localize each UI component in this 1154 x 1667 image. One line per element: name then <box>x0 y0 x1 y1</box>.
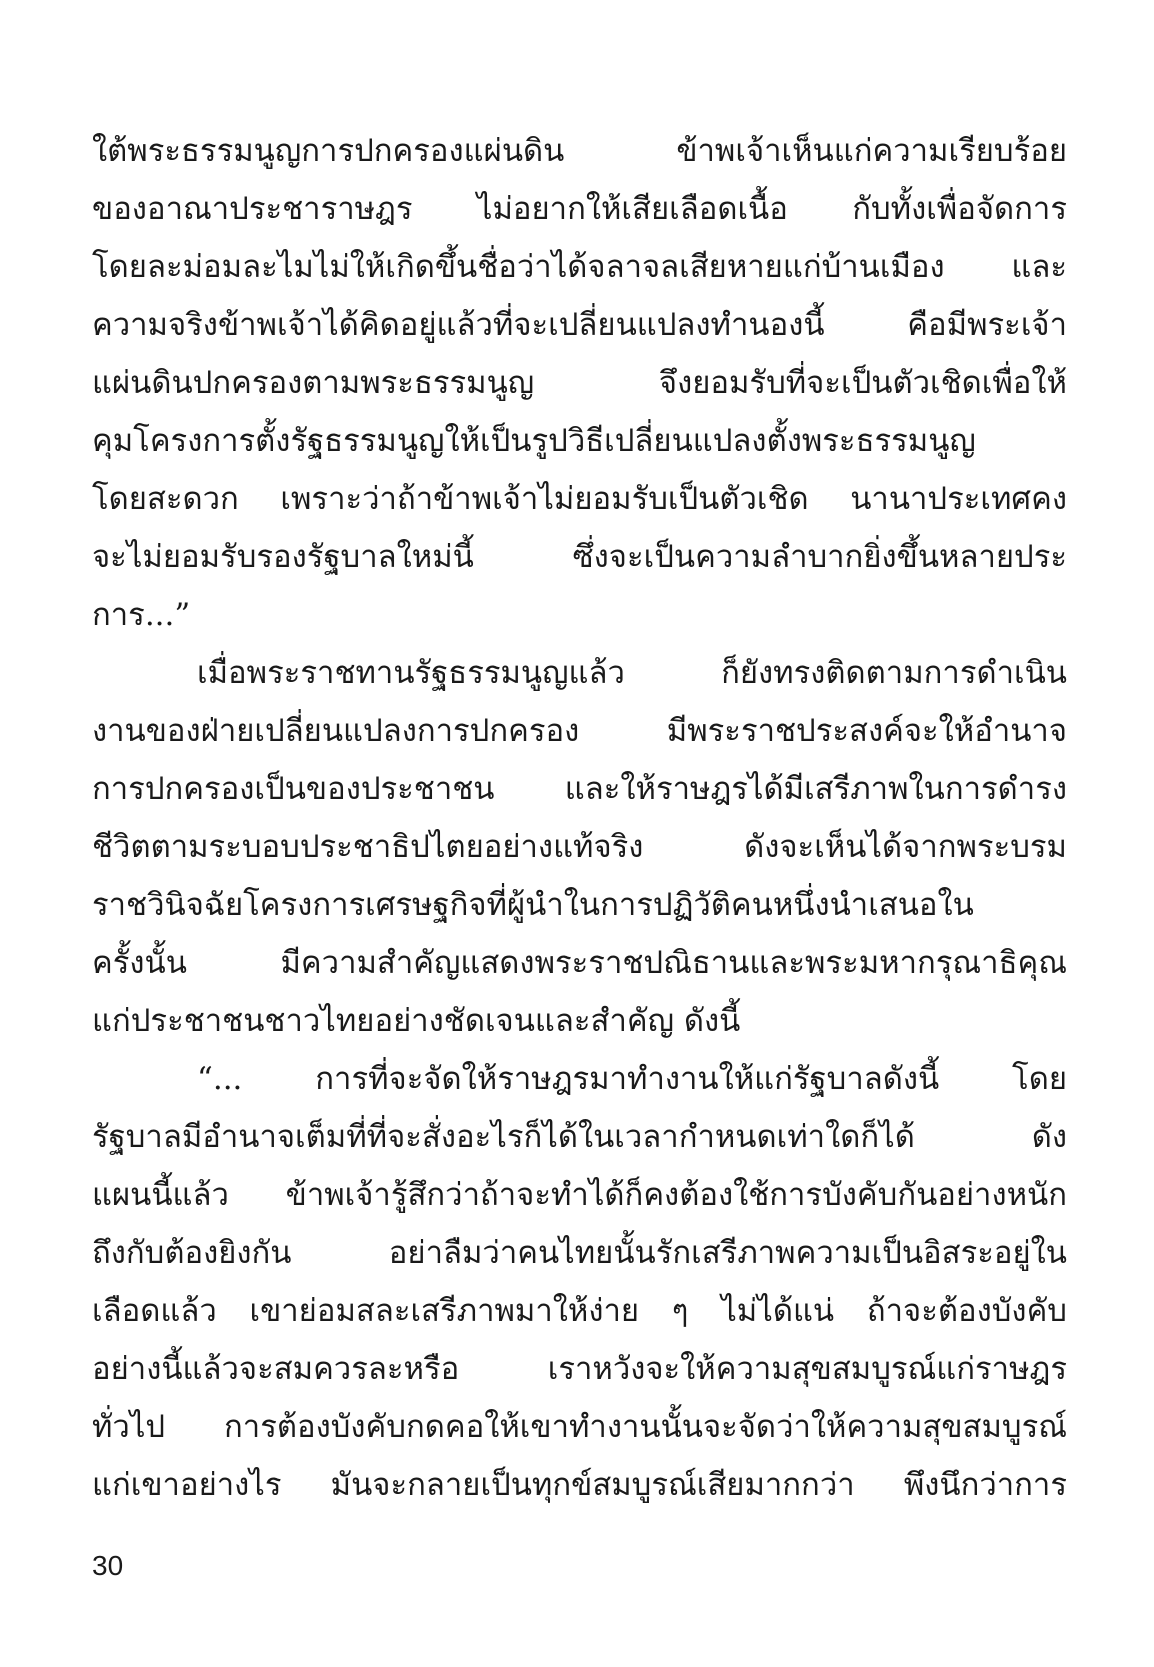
text-line: แก่เขาอย่างไร มันจะกลายเป็นทุกข์สมบูรณ์เสียมากกว่า พึงนึกว่าการ <box>92 1467 1067 1503</box>
text-line: ถึงกับต้องยิงกัน อย่าลืมว่าคนไทยนั้นรักเสรีภาพความเป็นอิสระอยู่ใน <box>92 1235 1067 1271</box>
text-line: แผ่นดินปกครองตามพระธรรมนูญ จึงยอมรับที่จะเป็นตัวเชิดเพื่อให้ <box>92 365 1067 401</box>
text-line: อย่างนี้แล้วจะสมควรละหรือ เราหวังจะให้ความสุขสมบูรณ์แก่ราษฎร <box>92 1351 1067 1387</box>
text-line: ชีวิตตามระบอบประชาธิปไตยอย่างแท้จริง ดังจะเห็นได้จากพระบรม <box>92 829 1067 865</box>
text-line: เลือดแล้ว เขาย่อมสละเสรีภาพมาให้ง่าย ๆ ไม่ได้แน่ ถ้าจะต้องบังคับ <box>92 1293 1067 1329</box>
text-line: ของอาณาประชาราษฎร ไม่อยากให้เสียเลือดเนื้อ กับทั้งเพื่อจัดการ <box>92 191 1067 227</box>
text-line: ราชวินิจฉัยโครงการเศรษฐกิจที่ผู้นำในการปฏิวัติคนหนึ่งนำเสนอใน <box>92 887 974 923</box>
paragraph-first-line: เมื่อพระราชทานรัฐธรรมนูญแล้ว ก็ยังทรงติดตามการดำเนิน <box>197 655 1067 691</box>
text-line: การ...” <box>92 597 191 633</box>
text-line: แผนนี้แล้ว ข้าพเจ้ารู้สึกว่าถ้าจะทำได้ก็คงต้องใช้การบังคับกันอย่างหนัก <box>92 1177 1067 1213</box>
quote-first-line: “... การที่จะจัดให้ราษฎรมาทำงานให้แก่รัฐบาลดังนี้ โดย <box>197 1061 1067 1097</box>
text-line: ทั่วไป การต้องบังคับกดคอให้เขาทำงานนั้นจะจัดว่าให้ความสุขสมบูรณ์ <box>92 1409 1067 1445</box>
page-number: 30 <box>92 1550 124 1581</box>
text-line: คุมโครงการตั้งรัฐธรรมนูญให้เป็นรูปวิธีเปลี่ยนแปลงตั้งพระธรรมนูญ <box>92 423 976 459</box>
text-line: งานของฝ่ายเปลี่ยนแปลงการปกครอง มีพระราชประสงค์จะให้อำนาจ <box>92 713 1067 749</box>
text-line: โดยสะดวก เพราะว่าถ้าข้าพเจ้าไม่ยอมรับเป็นตัวเชิด นานาประเทศคง <box>92 481 1067 517</box>
text-line: จะไม่ยอมรับรองรัฐบาลใหม่นี้ ซึ่งจะเป็นความลำบากยิ่งขึ้นหลายประ <box>92 539 1067 575</box>
text-line: รัฐบาลมีอำนาจเต็มที่ที่จะสั่งอะไรก็ได้ในเวลากำหนดเท่าใดก็ได้ ดัง <box>92 1119 1067 1155</box>
text-line: การปกครองเป็นของประชาชน และให้ราษฎรได้มีเสรีภาพในการดำรง <box>92 771 1067 807</box>
text-line: โดยละม่อมละไมไม่ให้เกิดขึ้นชื่อว่าได้จลาจลเสียหายแก่บ้านเมือง และ <box>92 249 1067 285</box>
text-line: ครั้งนั้น มีความสำคัญแสดงพระราชปณิธานและพระมหากรุณาธิคุณ <box>92 945 1067 981</box>
text-line: ใต้พระธรรมนูญการปกครองแผ่นดิน ข้าพเจ้าเห็นแก่ความเรียบร้อย <box>92 133 1067 169</box>
text-line: แก่ประชาชนชาวไทยอย่างชัดเจนและสำคัญ ดังนี้ <box>92 1003 741 1039</box>
text-line: ความจริงข้าพเจ้าได้คิดอยู่แล้วที่จะเปลี่ยนแปลงทำนองนี้ คือมีพระเจ้า <box>92 307 1067 343</box>
